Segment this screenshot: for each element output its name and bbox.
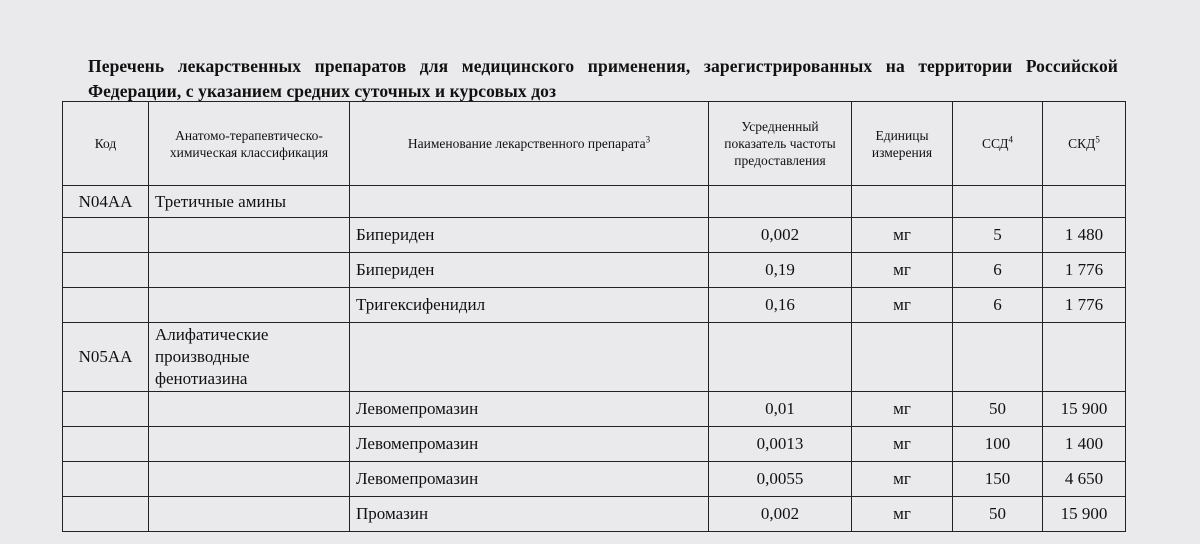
- cell-drug-name: Бипериден: [350, 218, 709, 253]
- table-row: [63, 288, 1126, 323]
- cell-units: мг: [852, 253, 953, 288]
- cell-atc-class: Алифатические производные фенотиазина: [149, 323, 350, 392]
- cell-empty: [149, 497, 350, 532]
- cell-skd: 1 776: [1043, 288, 1126, 323]
- cell-drug-name: Бипериден: [350, 253, 709, 288]
- cell-code: N04AA: [63, 186, 149, 218]
- cell-empty: [63, 497, 149, 532]
- cell-frequency: 0,01: [709, 392, 852, 427]
- cell-frequency: 0,0013: [709, 427, 852, 462]
- cell-empty: [149, 253, 350, 288]
- table-row-class: [63, 323, 1126, 392]
- cell-drug-name: Левомепромазин: [350, 392, 709, 427]
- cell-frequency: 0,19: [709, 253, 852, 288]
- cell-code: N05AA: [63, 323, 149, 392]
- cell-units: мг: [852, 462, 953, 497]
- table-row: [63, 427, 1126, 462]
- cell-empty: [63, 462, 149, 497]
- header-skd: СКД$^5$: [1043, 102, 1126, 186]
- cell-empty: [149, 288, 350, 323]
- table-header-row: [63, 102, 1126, 186]
- cell-empty: [953, 186, 1043, 218]
- table-row-class: [63, 186, 1126, 218]
- cell-units: мг: [852, 218, 953, 253]
- drug-dose-table: [62, 101, 1126, 532]
- cell-skd: 15 900: [1043, 497, 1126, 532]
- cell-ssd: 50: [953, 392, 1043, 427]
- cell-empty: [350, 323, 709, 392]
- cell-empty: [1043, 186, 1126, 218]
- cell-drug-name: Левомепромазин: [350, 462, 709, 497]
- table-row: [63, 392, 1126, 427]
- cell-skd: 15 900: [1043, 392, 1126, 427]
- cell-ssd: 5: [953, 218, 1043, 253]
- table-row: [63, 253, 1126, 288]
- cell-ssd: 6: [953, 253, 1043, 288]
- cell-units: мг: [852, 392, 953, 427]
- cell-empty: [149, 427, 350, 462]
- header-code: Код: [63, 102, 149, 186]
- cell-skd: 4 650: [1043, 462, 1126, 497]
- cell-empty: [1043, 323, 1126, 392]
- cell-empty: [149, 218, 350, 253]
- document-title: Перечень лекарственных препаратов для медицинского применения, зарегистрированных на территории Российской Федерации, с указанием средних суточных и курсовых доз: [88, 56, 1118, 101]
- cell-empty: [149, 392, 350, 427]
- cell-skd: 1 400: [1043, 427, 1126, 462]
- cell-units: мг: [852, 497, 953, 532]
- header-ssd: ССД$^4$: [953, 102, 1043, 186]
- header-units: Единицы измерения: [852, 102, 953, 186]
- table-row: [63, 462, 1126, 497]
- cell-ssd: 50: [953, 497, 1043, 532]
- cell-atc-class: Третичные амины: [149, 186, 350, 218]
- cell-empty: [63, 253, 149, 288]
- cell-empty: [149, 462, 350, 497]
- cell-ssd: 100: [953, 427, 1043, 462]
- cell-ssd: 6: [953, 288, 1043, 323]
- cell-empty: [953, 323, 1043, 392]
- cell-units: мг: [852, 288, 953, 323]
- cell-skd: 1 480: [1043, 218, 1126, 253]
- cell-units: мг: [852, 427, 953, 462]
- cell-drug-name: Тригексифенидил: [350, 288, 709, 323]
- cell-drug-name: Левомепромазин: [350, 427, 709, 462]
- header-frequency: Усредненный показатель частоты предоставления: [709, 102, 852, 186]
- cell-skd: 1 776: [1043, 253, 1126, 288]
- table-row: [63, 218, 1126, 253]
- table-row: [63, 497, 1126, 532]
- cell-empty: [63, 218, 149, 253]
- cell-empty: [63, 288, 149, 323]
- header-drug-name: Наименование лекарственного препарата$^3$: [350, 102, 709, 186]
- header-atc-class: Анатомо-терапевтическо-химическая классификация: [149, 102, 350, 186]
- cell-empty: [852, 323, 953, 392]
- cell-empty: [350, 186, 709, 218]
- cell-empty: [709, 186, 852, 218]
- cell-empty: [63, 427, 149, 462]
- cell-frequency: 0,002: [709, 497, 852, 532]
- cell-frequency: 0,002: [709, 218, 852, 253]
- cell-empty: [63, 392, 149, 427]
- cell-frequency: 0,16: [709, 288, 852, 323]
- cell-ssd: 150: [953, 462, 1043, 497]
- cell-empty: [852, 186, 953, 218]
- cell-empty: [709, 323, 852, 392]
- cell-drug-name: Промазин: [350, 497, 709, 532]
- cell-frequency: 0,0055: [709, 462, 852, 497]
